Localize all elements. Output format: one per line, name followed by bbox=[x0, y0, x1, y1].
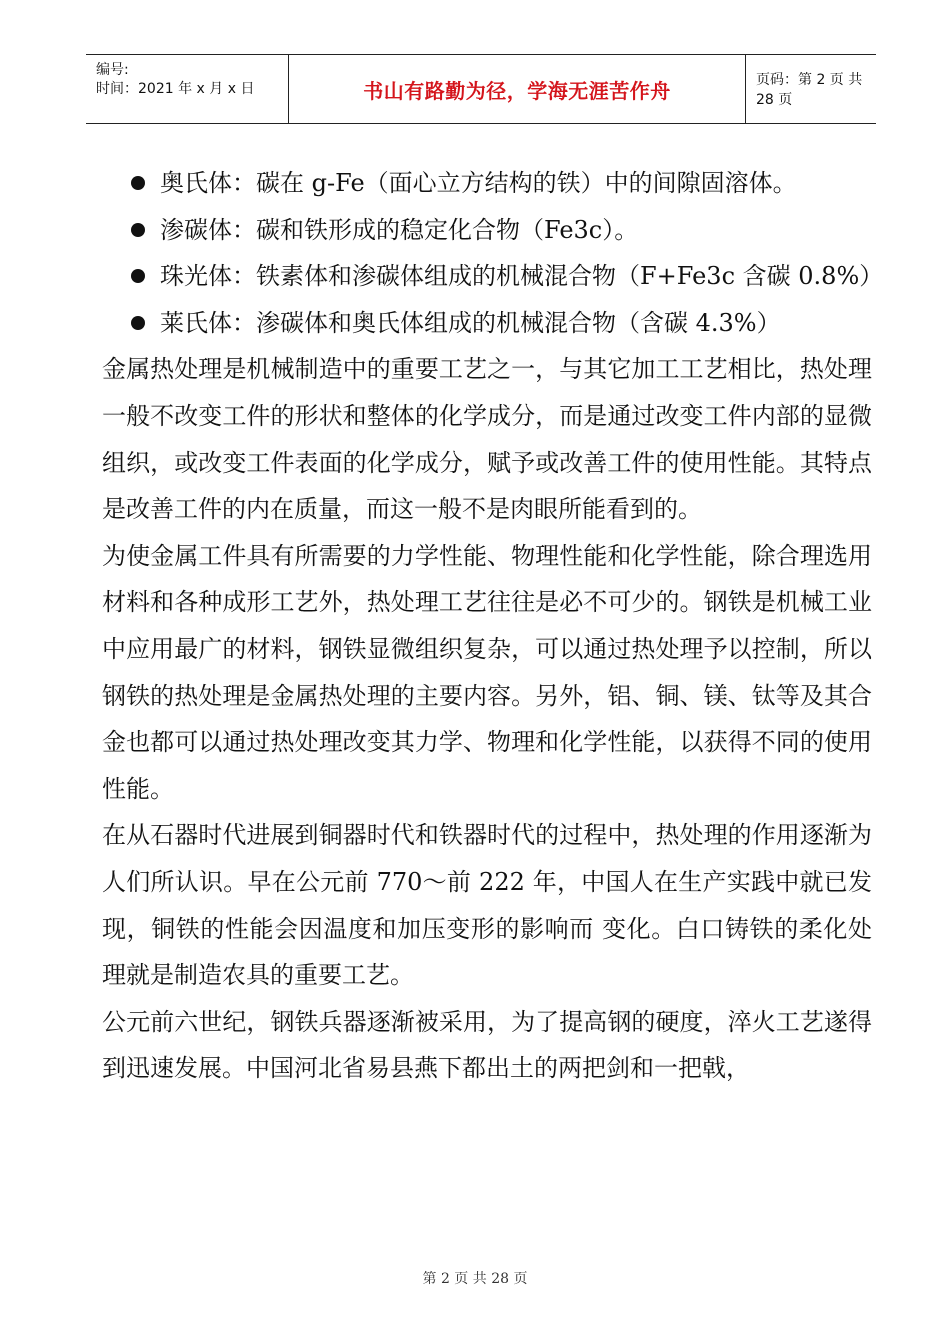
header-meta bbox=[86, 55, 288, 123]
bullet-dot-icon bbox=[131, 269, 145, 283]
body-paragraph: 在从石器时代进展到铜器时代和铁器时代的过程中，热处理的作用逐渐为人们所认识。早在公元前 770～前 222 年，中国人在生产实践中就已发现，铜铁的性能会因温度和加压变形的影响而 变化。白口铸铁的柔化处理就是制造农具的重要工艺。 bbox=[102, 821, 872, 990]
page-footer: 第 2 页 共 28 页 bbox=[422, 1271, 528, 1287]
header-motto: 书山有路勤为径，学海无涯苦作舟 bbox=[288, 55, 746, 123]
bullet-dot-icon bbox=[131, 176, 145, 190]
bullet-item bbox=[102, 160, 872, 207]
header-page-number: 页码：第 2 页 共 28 页 bbox=[756, 72, 863, 108]
bullet-item bbox=[102, 207, 872, 254]
body-paragraph: 公元前六世纪，钢铁兵器逐渐被采用，为了提高钢的硬度，淬火工艺遂得到迅速发展。中国河北省易县燕下都出土的两把剑和一把戟， bbox=[102, 1007, 872, 1083]
bullet-text: 珠光体：铁素体和渗碳体组成的机械混合物（F+Fe3c 含碳 0.8%） bbox=[160, 262, 884, 291]
bullet-dot-icon bbox=[131, 316, 145, 330]
body-paragraph: 金属热处理是机械制造中的重要工艺之一，与其它加工工艺相比，热处理一般不改变工件的形状和整体的化学成分，而是通过改变工件内部的显微组织，或改变工件表面的化学成分，赋予或改善工件的使用性能。其特点是改善工件的内在质量，而这一般不是肉眼所能看到的。 bbox=[102, 355, 872, 524]
page-header bbox=[86, 54, 876, 124]
bullet-text: 莱氏体：渗碳体和奥氏体组成的机械混合物（含碳 4.3%） bbox=[160, 308, 781, 337]
bullet-text: 渗碳体：碳和铁形成的稳定化合物（Fe3c）。 bbox=[160, 215, 639, 244]
bullet-dot-icon bbox=[131, 223, 145, 237]
document-time-label: 时间：2021 年 x 月 x 日 bbox=[96, 81, 255, 97]
bullet-item bbox=[102, 253, 884, 300]
bullet-item bbox=[102, 300, 872, 347]
document-number-label: 编号: bbox=[96, 62, 129, 78]
bullet-text: 奥氏体：碳在 g-Fe（面心立方结构的铁）中的间隙固溶体。 bbox=[160, 169, 797, 197]
body-paragraph: 为使金属工件具有所需要的力学性能、物理性能和化学性能，除合理选用材料和各种成形工艺外，热处理工艺往往是必不可少的。钢铁是机械工业中应用最广的材料，钢铁显微组织复杂，可以通过热处理予以控制，所以钢铁的热处理是金属热处理的主要内容。另外，铝、铜、镁、钛等及其合金也都可以通过热处理改变其力学、物理和化学性能，以获得不同的使用性能。 bbox=[102, 541, 872, 803]
document-body bbox=[102, 160, 884, 1092]
